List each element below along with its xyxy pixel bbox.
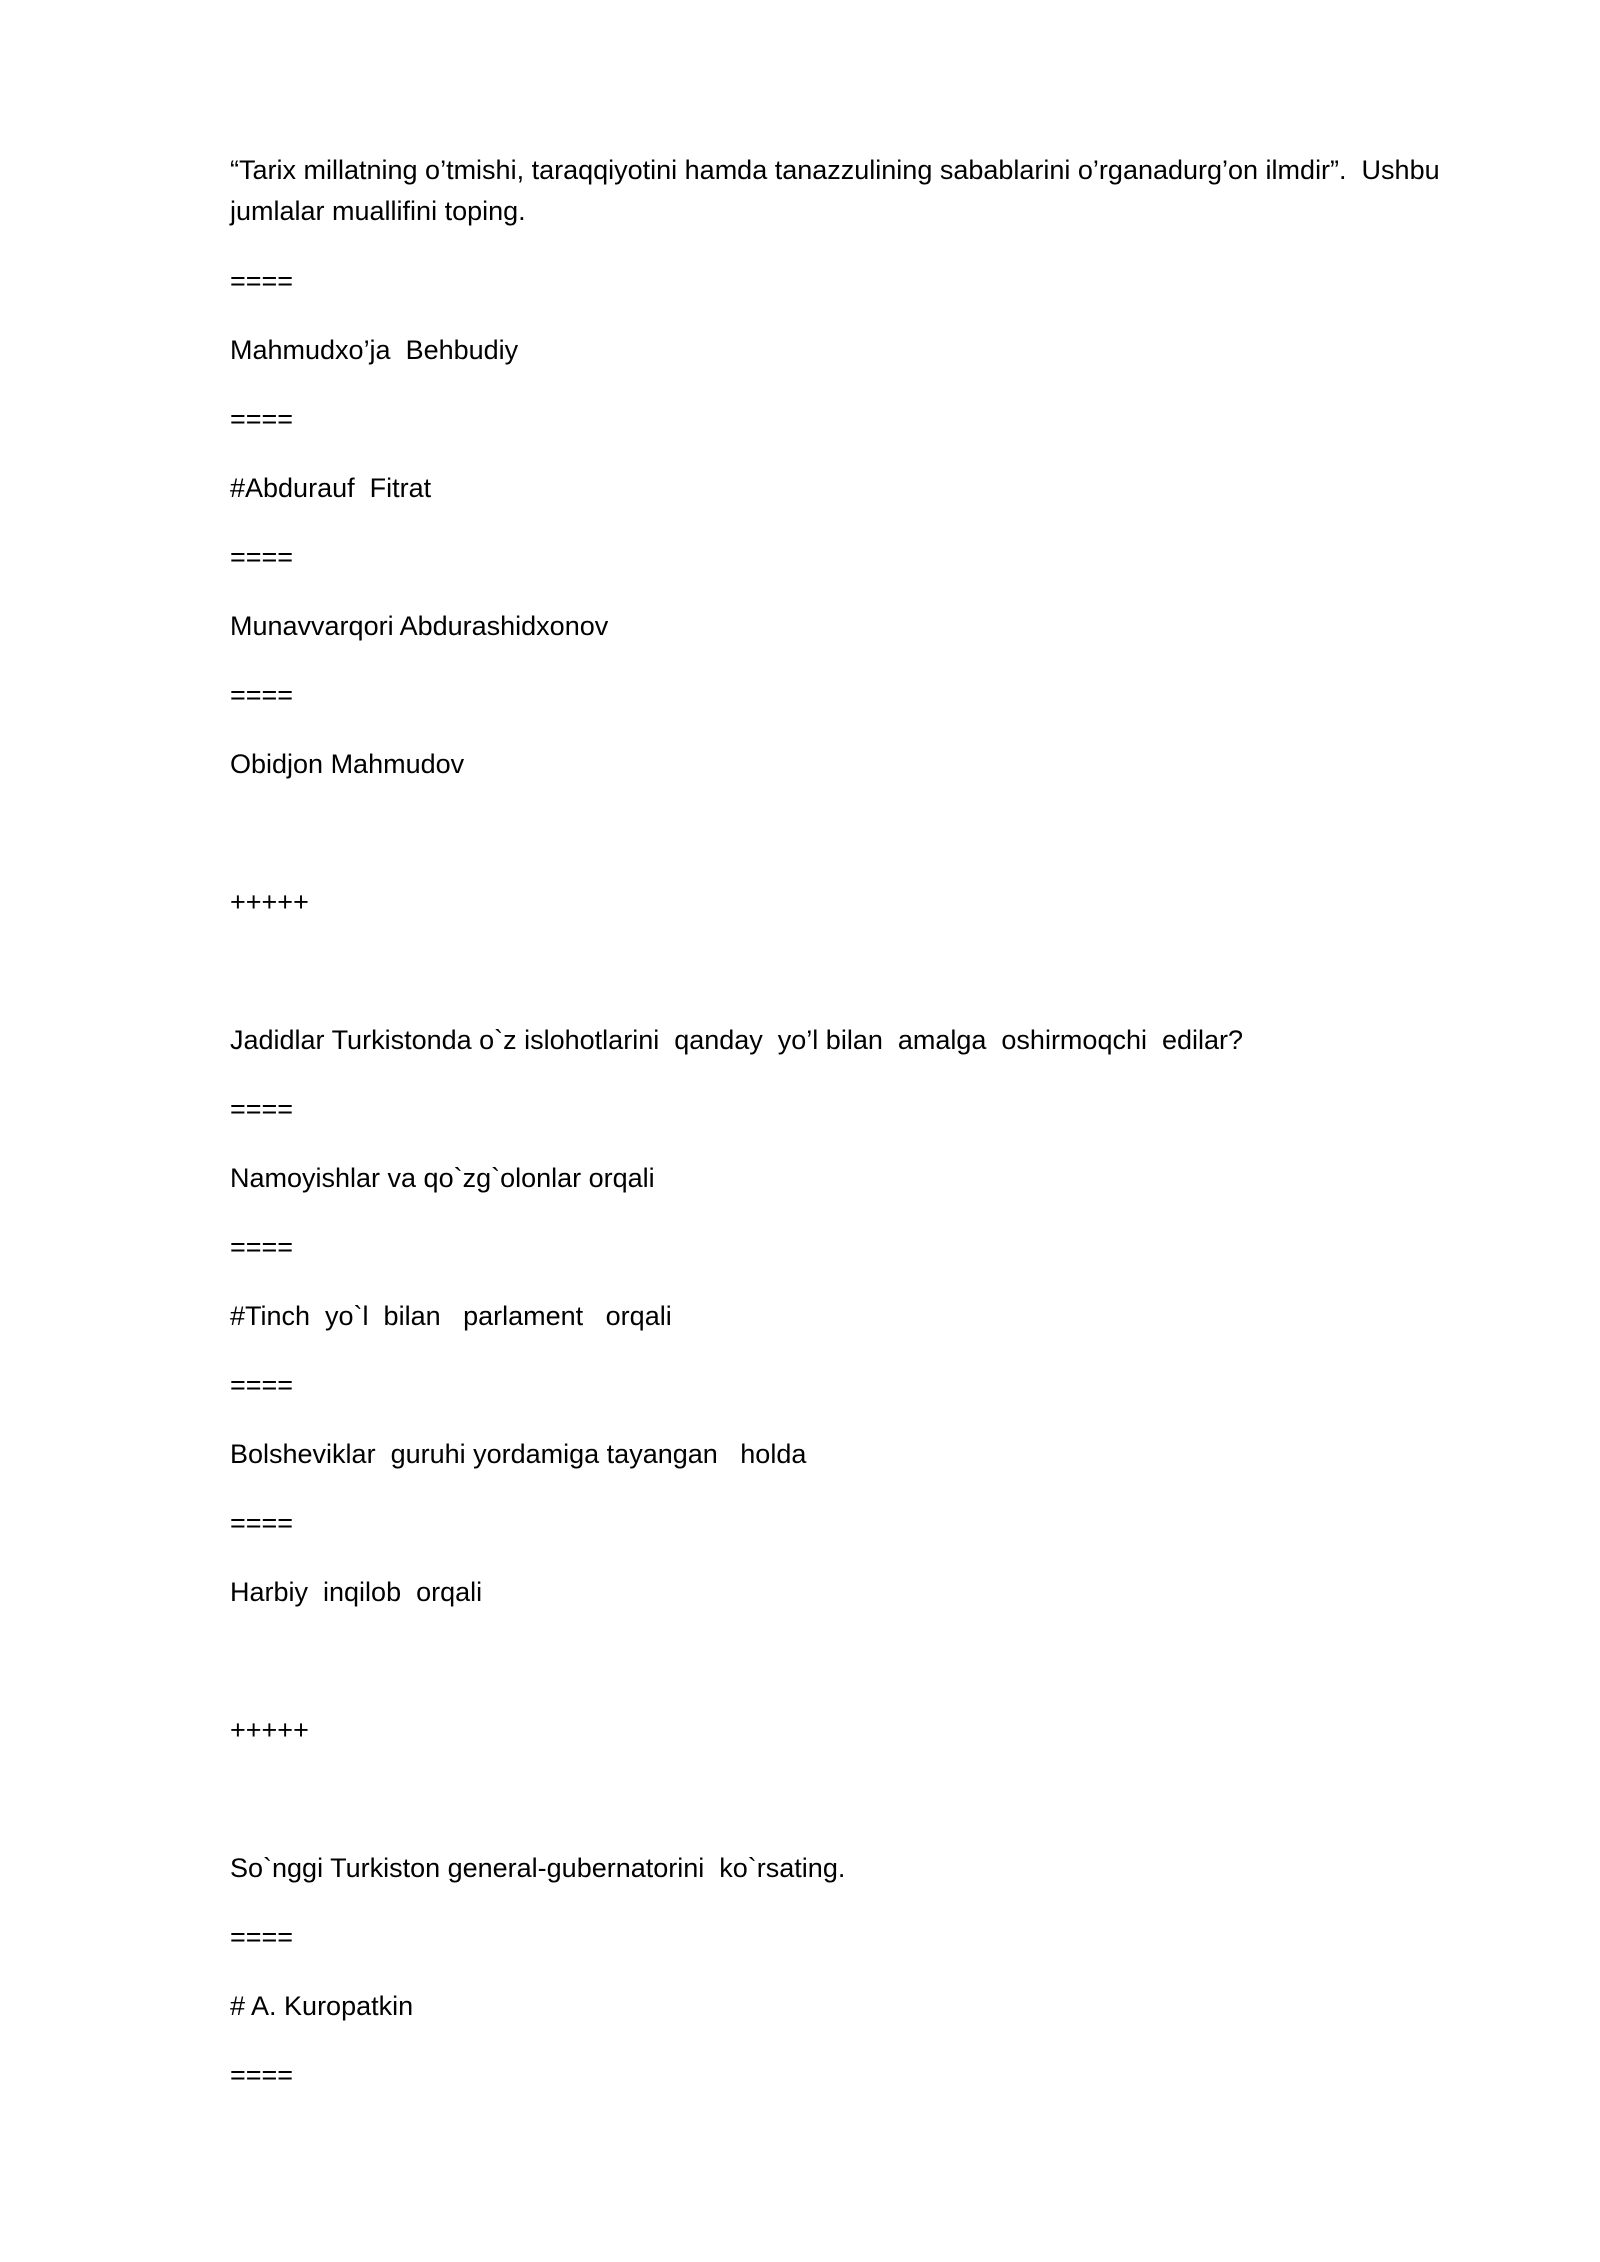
- answer-option-correct: #Abdurauf Fitrat: [230, 473, 432, 503]
- answer-option: Harbiy inqilob orqali: [230, 1577, 483, 1607]
- separator: ====: [230, 1370, 294, 1400]
- separator: ====: [230, 2060, 294, 2090]
- separator: ====: [230, 266, 294, 296]
- question-divider: +++++: [230, 887, 309, 917]
- question-divider: +++++: [230, 1715, 309, 1745]
- answer-option: Obidjon Mahmudov: [230, 749, 465, 779]
- question-1-text: “Tarix millatning o’tmishi, taraqqiyotini hamda tanazzulining sabablarini o’rganadurg’on ilmdir”. Ushbu jumlalar muallifini toping.: [230, 155, 1448, 226]
- separator: ====: [230, 404, 294, 434]
- separator: ====: [230, 1094, 294, 1124]
- separator: ====: [230, 542, 294, 572]
- answer-option: Namoyishlar va qo`zg`olonlar orqali: [230, 1163, 655, 1193]
- answer-option: Bolsheviklar guruhi yordamiga tayangan holda: [230, 1439, 807, 1469]
- answer-option-correct: # A. Kuropatkin: [230, 1991, 414, 2021]
- separator: ====: [230, 1232, 294, 1262]
- answer-option: Mahmudxo’ja Behbudiy: [230, 335, 519, 365]
- separator: ====: [230, 1508, 294, 1538]
- separator: ====: [230, 680, 294, 710]
- separator: ====: [230, 1922, 294, 1952]
- answer-option: Munavvarqori Abdurashidxonov: [230, 611, 609, 641]
- question-2-text: Jadidlar Turkistonda o`z islohotlarini qanday yo’l bilan amalga oshirmoqchi edilar?: [230, 1025, 1244, 1055]
- question-3-text: So`nggi Turkiston general-gubernatorini ko`rsating.: [230, 1853, 846, 1883]
- answer-option-correct: #Tinch yo`l bilan parlament orqali: [230, 1301, 672, 1331]
